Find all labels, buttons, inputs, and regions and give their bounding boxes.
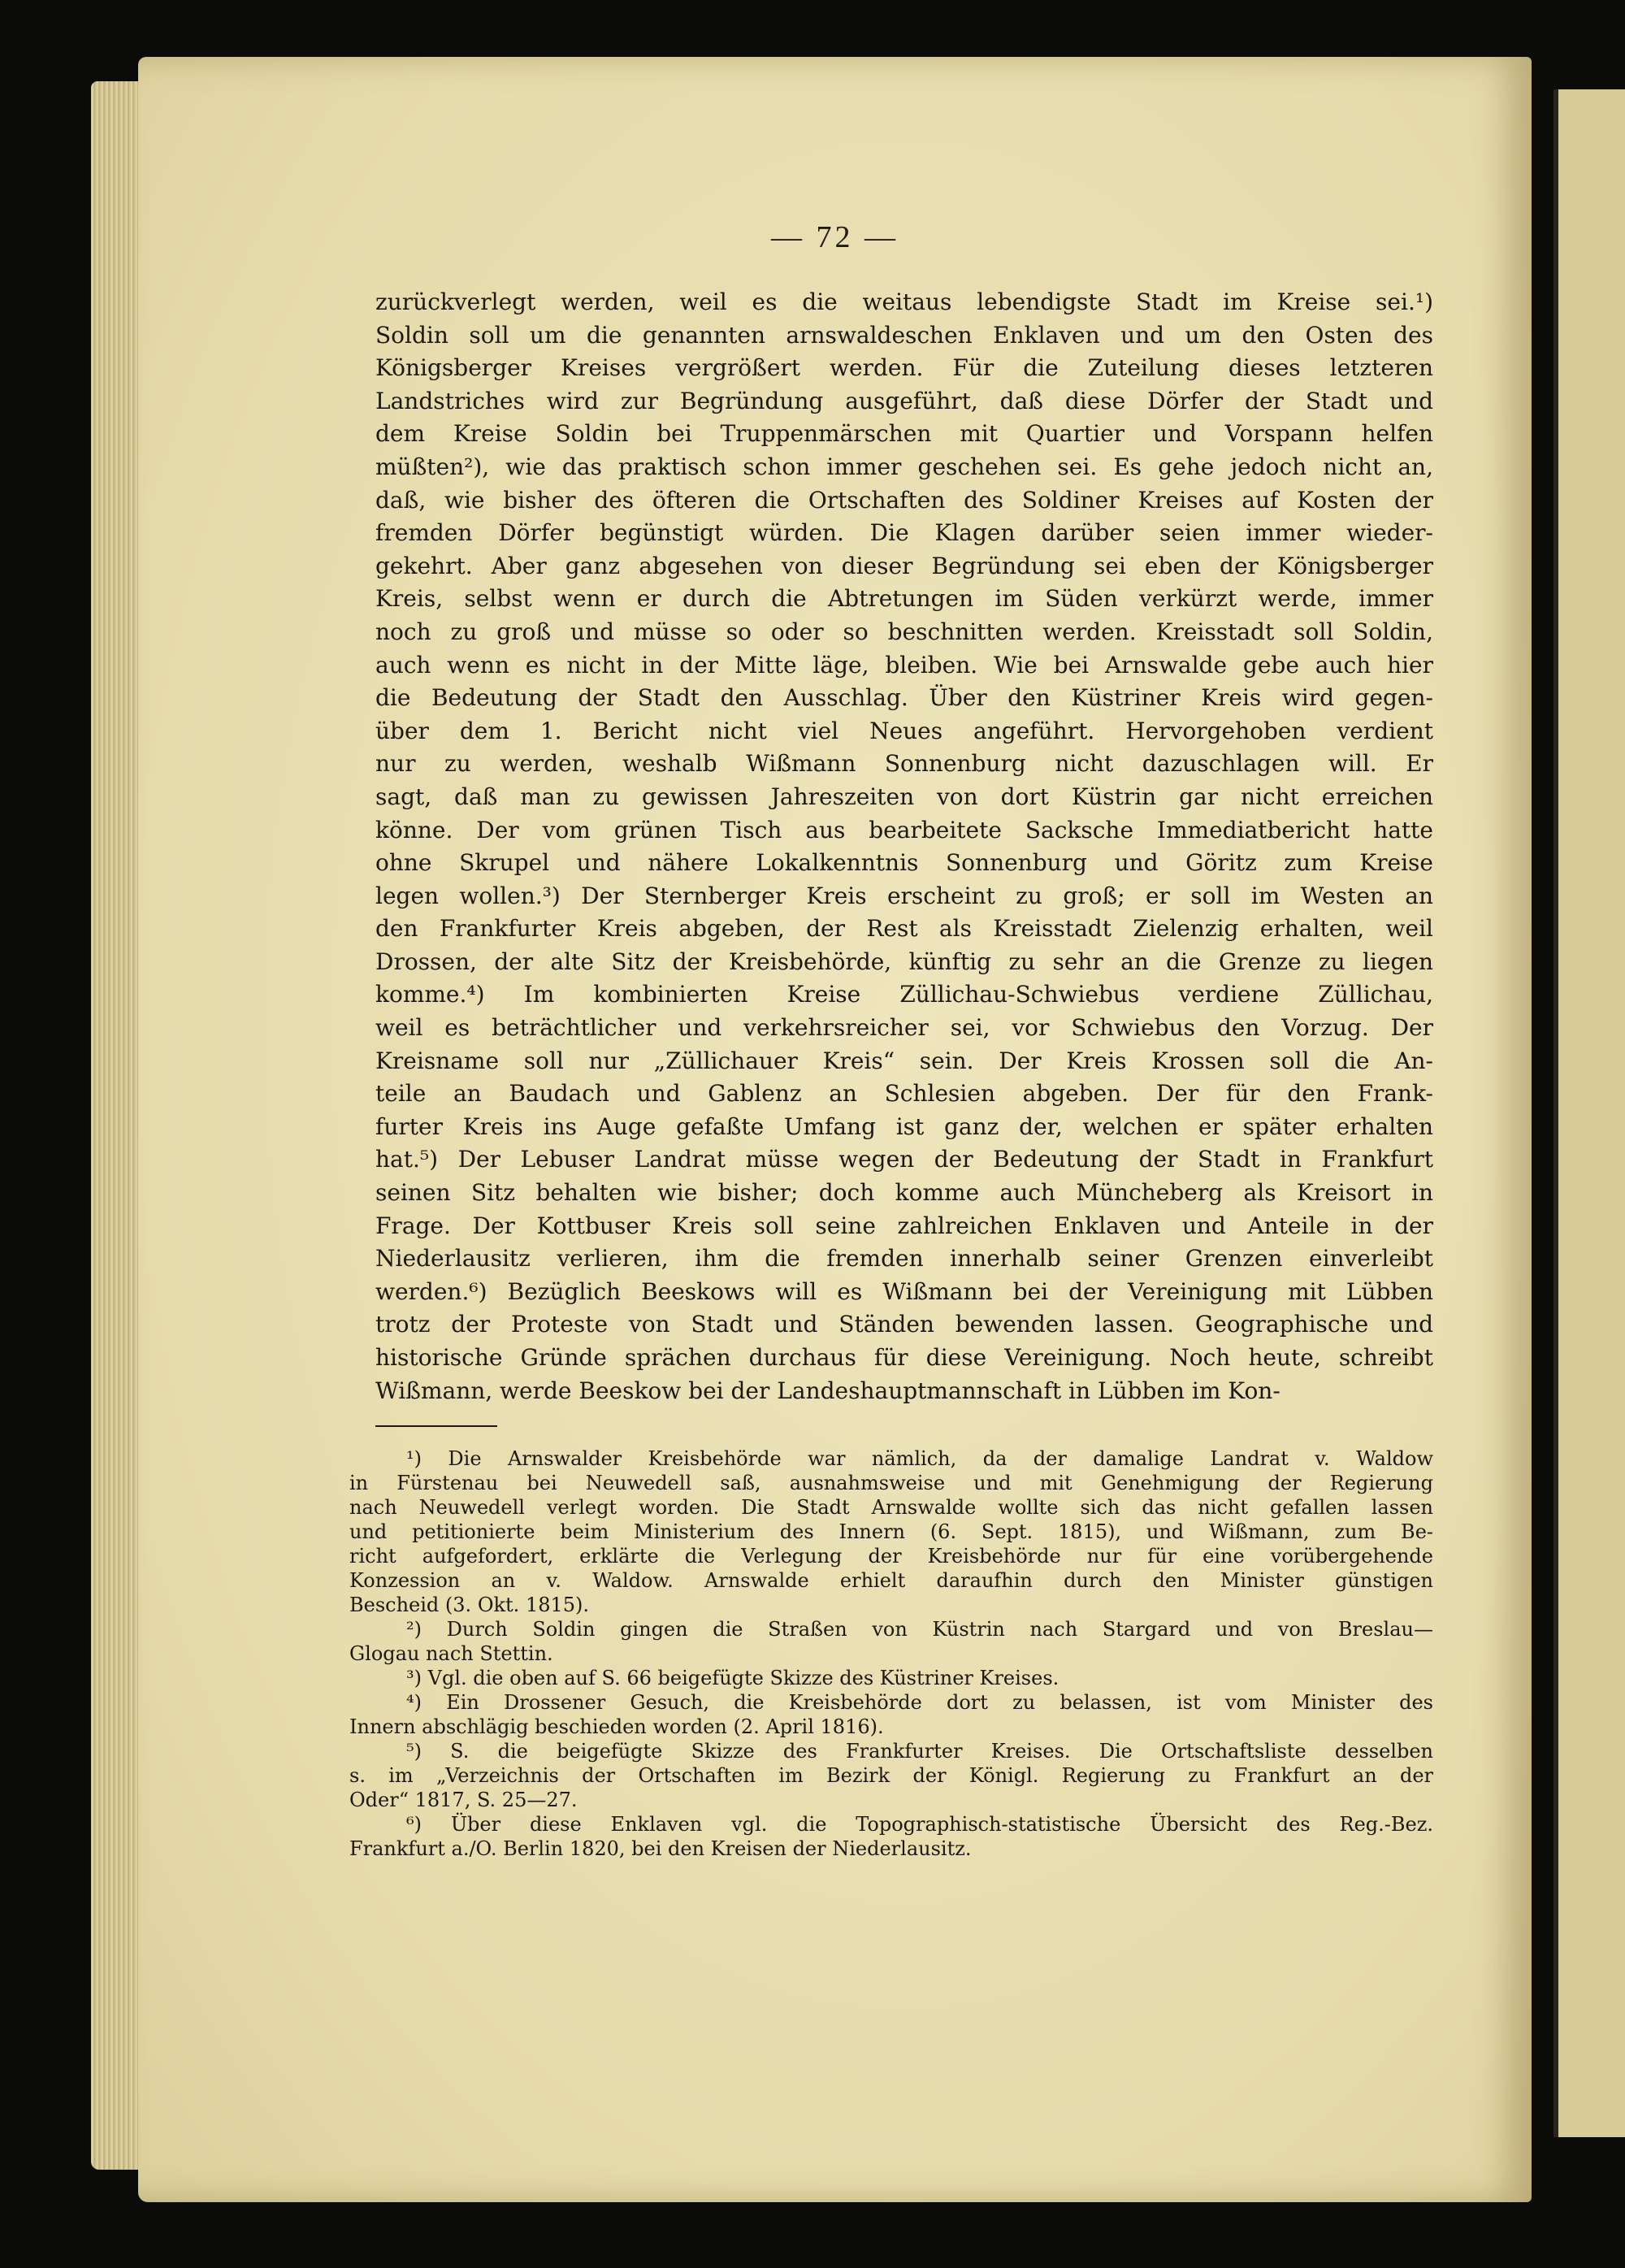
footnote-line: und petitionierte beim Ministerium des Innern (6. Sept. 1815), und Wißmann, zum Be- [349, 1520, 1433, 1543]
body-line: noch zu groß und müsse so oder so beschnitten werden. Kreisstadt soll Soldin, [375, 618, 1433, 645]
body-line: Soldin soll um die genannten arnswaldeschen Enklaven und um den Osten des [375, 321, 1433, 349]
footnote-line: ⁵) S. die beigefügte Skizze des Frankfurter Kreises. Die Ortschaftsliste desselben [406, 1740, 1433, 1763]
body-line: gekehrt. Aber ganz abgesehen von dieser Begründung sei eben der Königsberger [375, 552, 1433, 579]
footnote-line: Glogau nach Stettin. [349, 1642, 553, 1665]
footnote [349, 1617, 1433, 1666]
footnote-line: richt aufgefordert, erklärte die Verlegung der Kreisbehörde nur für eine vorübergehende [349, 1545, 1433, 1568]
body-line: werden.⁶) Bezüglich Beeskows will es Wißmann bei der Vereinigung mit Lübben [375, 1277, 1433, 1305]
body-line: nur zu werden, weshalb Wißmann Sonnenburg nicht dazuschlagen will. Er [375, 750, 1433, 778]
footnotes [349, 1446, 1433, 1861]
body-line: daß, wie bisher des öfteren die Ortschaften des Soldiner Kreises auf Kosten der [375, 486, 1433, 514]
footnote-line: ⁶) Über diese Enklaven vgl. die Topographisch-statistische Übersicht des Reg.-Bez. [406, 1813, 1433, 1836]
footnote-line: Frankfurt a./O. Berlin 1820, bei den Kreisen der Niederlausitz. [349, 1837, 972, 1860]
body-line: müßten²), wie das praktisch schon immer geschehen sei. Es gehe jedoch nicht an, [375, 453, 1433, 480]
body-line: die Bedeutung der Stadt den Ausschlag. Über den Küstriner Kreis wird gegen- [375, 684, 1433, 712]
body-line: trotz der Proteste von Stadt und Ständen bewenden lassen. Geographische und [375, 1311, 1433, 1338]
footnote-line: Oder“ 1817, S. 25—27. [349, 1789, 578, 1811]
body-line: könne. Der vom grünen Tisch aus bearbeitete Sacksche Immediatbericht hatte [375, 816, 1433, 843]
body-line: Wißmann, werde Beeskow bei der Landeshauptmannschaft in Lübben im Kon- [375, 1377, 1280, 1404]
body-line: Drossen, der alte Sitz der Kreisbehörde, künftig zu sehr an die Grenze zu liegen [375, 948, 1433, 975]
body-line: komme.⁴) Im kombinierten Kreise Züllichau-Schwiebus verdiene Züllichau, [375, 981, 1433, 1008]
body-line: seinen Sitz behalten wie bisher; doch komme auch Müncheberg als Kreisort in [375, 1179, 1433, 1207]
footnote-line: ⁴) Ein Drossener Gesuch, die Kreisbehörde dort zu belassen, ist vom Minister des [406, 1691, 1433, 1714]
body-line: historische Gründe sprächen durchaus für diese Vereinigung. Noch heute, schreibt [375, 1344, 1433, 1371]
footnote [349, 1690, 1433, 1739]
body-line: den Frankfurter Kreis abgeben, der Rest als Kreisstadt Zielenzig erhalten, weil [375, 915, 1433, 943]
body-line: auch wenn es nicht in der Mitte läge, bleiben. Wie bei Arnswalde gebe auch hier [375, 651, 1433, 679]
footnote-line: ³) Vgl. die oben auf S. 66 beigefügte Skizze des Küstriner Kreises. [406, 1667, 1060, 1689]
footnote-line: in Fürstenau bei Neuwedell saß, ausnahmsweise und mit Genehmigung der Regierung [349, 1472, 1433, 1494]
body-line: weil es beträchtlicher und verkehrsreicher sei, vor Schwiebus den Vorzug. Der [375, 1014, 1433, 1042]
footnote-line: ²) Durch Soldin gingen die Straßen von Küstrin nach Stargard und von Breslau— [406, 1618, 1433, 1641]
footnote [349, 1739, 1433, 1812]
footnote [349, 1446, 1433, 1617]
body-line: dem Kreise Soldin bei Truppenmärschen mit Quartier und Vorspann helfen [375, 420, 1433, 448]
body-line: Frage. Der Kottbuser Kreis soll seine zahlreichen Enklaven und Anteile in der [375, 1212, 1433, 1239]
footnote-line: Innern abschlägig beschieden worden (2. April 1816). [349, 1715, 884, 1738]
body-line: Landstriches wird zur Begründung ausgeführt, daß diese Dörfer der Stadt und [375, 387, 1433, 414]
body-line: Niederlausitz verlieren, ihm die fremden innerhalb seiner Grenzen einverleibt [375, 1245, 1433, 1273]
body-line: legen wollen.³) Der Sternberger Kreis erscheint zu groß; er soll im Westen an [375, 882, 1433, 909]
footnote-line: s. im „Verzeichnis der Ortschaften im Bezirk der Königl. Regierung zu Frankfurt an der [349, 1764, 1433, 1787]
body-line: hat.⁵) Der Lebuser Landrat müsse wegen der Bedeutung der Stadt in Frankfurt [375, 1146, 1433, 1173]
footnote-line: nach Neuwedell verlegt worden. Die Stadt Arnswalde wollte sich das nicht gefallen lassen [349, 1496, 1433, 1519]
footnote [349, 1812, 1433, 1861]
footnote [349, 1666, 1433, 1690]
footnote-rule [375, 1425, 497, 1427]
body-line: furter Kreis ins Auge gefaßte Umfang ist ganz der, welchen er später erhalten [375, 1112, 1433, 1140]
body-line: teile an Baudach und Gablenz an Schlesien abgeben. Der für den Frank- [375, 1080, 1433, 1108]
body-line: fremden Dörfer begünstigt würden. Die Klagen darüber seien immer wieder- [375, 519, 1433, 547]
body-line: sagt, daß man zu gewissen Jahreszeiten von dort Küstrin gar nicht erreichen [375, 783, 1433, 810]
footnote-line: ¹) Die Arnswalder Kreisbehörde war nämlich, da der damalige Landrat v. Waldow [406, 1447, 1433, 1470]
body-line: ohne Skrupel und nähere Lokalkenntnis Sonnenburg und Göritz zum Kreise [375, 849, 1433, 877]
body-text [375, 286, 1433, 1407]
page-number: — 72 — [771, 220, 899, 254]
facing-page-edge [1554, 89, 1625, 2137]
footnote-line: Konzession an v. Waldow. Arnswalde erhielt daraufhin durch den Minister günstigen [349, 1569, 1433, 1592]
body-line: zurückverlegt werden, weil es die weitaus lebendigste Stadt im Kreise sei.¹) [375, 288, 1433, 315]
body-line: über dem 1. Bericht nicht viel Neues angeführt. Hervorgehoben verdient [375, 717, 1433, 744]
body-line: Kreisname soll nur „Züllichauer Kreis“ sein. Der Kreis Krossen soll die An- [375, 1047, 1433, 1074]
body-line: Kreis, selbst wenn er durch die Abtretungen im Süden verkürzt werde, immer [375, 585, 1433, 613]
footnote-line: Bescheid (3. Okt. 1815). [349, 1594, 590, 1616]
body-line: Königsberger Kreises vergrößert werden. Für die Zuteilung dieses letzteren [375, 354, 1433, 382]
